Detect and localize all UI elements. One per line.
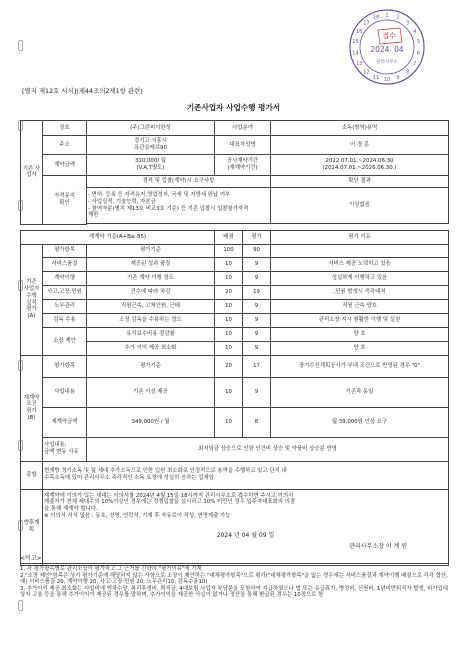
change-reason-value: 최저임금 상승으로 인한 인건비 상승 및 약품비 상승분 반영: [87, 437, 449, 461]
period-value-sub: (2024.07.01.~2026.06.30.): [322, 165, 397, 171]
b-total-reason: 장기수선계획공사가 부대 조건으로 반영된 경우 "0": [271, 355, 449, 377]
opinion-label: 종합: [21, 461, 43, 489]
qualification-label-2: 확인: [59, 199, 70, 206]
future-line: 제출자가 전체 세대수의 10%이상인 경우에는 경쟁입찰을 실시하고 10% 미만인 경우 입주자대표회의 의결: [44, 499, 296, 506]
row-grade: 9: [243, 327, 271, 341]
future-line: ※ 이의서 서식 없음 : 동호, 성명, 연락처, 기재 후 자유로이 작성, 연명제출 가능: [44, 512, 231, 519]
section-a-line: 실적: [26, 299, 37, 306]
amount-vat: (V.A.T별도): [136, 165, 165, 171]
change-reason-label-1: 사업내용,: [44, 442, 67, 449]
a-total-reason: [271, 244, 449, 257]
qualification-label-1: 자격유지: [54, 193, 75, 199]
amount-main: 310,000/ 월: [134, 158, 167, 165]
row-reason: 서비스 제공 노력하고 있음: [271, 257, 449, 271]
table-row: [21, 299, 449, 313]
proposal-label: 소장 제안: [43, 327, 87, 355]
b-total-grade: 17: [243, 355, 271, 377]
stamp-org: 관리사무소: [376, 60, 398, 65]
business-label: 사업분야: [215, 121, 271, 136]
row-standard: 349,000원 / 월: [87, 407, 215, 437]
stamp-ring-digit: 17: [363, 20, 370, 27]
signature-date: 2024 년 04 월 09 일: [216, 531, 275, 539]
row-grade: 9: [243, 271, 271, 285]
row-reason: 양 호: [271, 327, 449, 341]
stamp-ring-digit: 6: [416, 50, 421, 57]
requirement-1: - 면허· 등록 등 자격유지,영업정지, 국세 및 지방세 완납 여부: [88, 192, 231, 198]
row-score: 10: [215, 271, 243, 285]
table-row: [21, 327, 449, 341]
opinion-line: 수목소독에 있어 관리사무소 측각적인 소독 요청에 성실히 응하는 업체임.: [44, 475, 216, 481]
row-standard: 기존 계약 이행 정도: [87, 271, 215, 285]
document-title: 기존사업자 사업수행 평가서: [186, 103, 281, 112]
opinion-line: 현재방 정기소독 및 월 세대 추가소독으로 인한 입원 최소화로 안정적으로 용역을 수행하고 있고 단지 내: [44, 468, 287, 475]
row-category: 감독 수용: [43, 313, 87, 327]
note-1: 1. 각 평가항목별로 관리소장이 평가하고 그 근거를 간략히 "평가이유"에 기재: [20, 566, 202, 573]
section-a-line: 기존: [26, 279, 37, 286]
row-category: 재계약금액: [43, 407, 87, 437]
row-score: 10: [215, 327, 243, 341]
table-row: [21, 377, 449, 407]
row-standard: 유지보수비용 절감률: [87, 327, 215, 341]
amount-value: [87, 155, 215, 176]
future-label: 향후계획: [21, 489, 43, 565]
row-score: 10: [215, 341, 243, 355]
section-b-label: [21, 355, 43, 461]
b-standard-header: 평가기준: [87, 355, 215, 377]
section-a-line: 사업자: [23, 286, 40, 292]
company-value: (주)그린피이한성: [87, 121, 215, 136]
table-row: [21, 313, 449, 327]
section-a-label: [21, 244, 43, 355]
requirements-header: 결격 및 입찰(계약)시 요구사항: [87, 176, 271, 188]
stamp-ring-digit: 9: [396, 74, 400, 81]
rep-value: 이 경 훈: [271, 136, 449, 155]
stamp-ring-digit: 12: [363, 69, 370, 76]
period-label: [215, 155, 271, 176]
address-value: [87, 136, 215, 155]
requirements-list: [87, 188, 271, 224]
stamp-ring-digit: 5: [416, 39, 421, 46]
amount-label: 계약금액: [43, 155, 87, 176]
stamp-received: 접수: [382, 32, 396, 40]
note-2: 2."소장 제안"항목은 상기 평가기준에 해당되지 않는 사항으로 소장이 제안하는 "대체평가항목"으로 평가("대체평가항목"을 없는 경우에는 서비스품질과 계약이행 배점으로 각각 합산, 예) 서비스품질 20, 계약이행 20, 사고·고장·민원 20, 노무관리10, 감독수용10): [20, 572, 448, 586]
a-total-score: 100: [215, 244, 243, 257]
section-label-existing: 기존 사업자: [21, 121, 43, 225]
row-reason: 월 39,000원 인상 요구: [271, 407, 449, 437]
change-reason-label-2: 금액 변동 사유: [44, 449, 79, 455]
criteria-label: 재계약 기준(A+B≥ 85): [21, 230, 215, 244]
form-number: [별지 제12호 서식](제44조의2제1항 관련): [22, 87, 143, 95]
section-b-line: 재계약: [23, 394, 40, 401]
row-standard: 제공된 성과 품질: [87, 257, 215, 271]
row-reason: ,민원 발생시 즉각대처: [271, 285, 449, 299]
row-category: 사업내용: [43, 377, 87, 407]
period-value-main: 2022.07.01.~2024.06.30: [325, 158, 394, 165]
future-line: 을 통해 재계약 할니다.: [44, 506, 98, 512]
reason-header: 평가 이유: [271, 230, 449, 244]
note-3: 3. 추가이익 제공 최소화는 사업비에 엔차수당, 복리후생비, 퇴직금, 4대보험 사업자 부담분을 포함하여 지급하였으나 법 또는 유급휴가, 병정비, 신원비, 1년미만퇴직자 발생, 비가입대상자 고용 등을 통해 추가이익이 제공된 경우를 말하며, 추가이익을 제공한 사실이 없거나 정산을 통해 환급된 경우는 10점으로 함: [20, 585, 448, 599]
evaluation-form: [20, 120, 449, 566]
requirement-2: - 사업실적, 기술능력, 자본금: [88, 198, 156, 205]
row-standard: 건수에 따라 차감: [87, 285, 215, 299]
stamp-date: 2024. 04: [370, 45, 404, 54]
section-a-line: 수행: [26, 292, 37, 299]
stamp-ring-digit: 18: [372, 14, 380, 21]
stamp-ring-digit: 10: [383, 76, 391, 83]
received-stamp: [348, 8, 426, 86]
table-row: [21, 271, 449, 285]
row-score: 10: [215, 407, 243, 437]
qualification-result: 이상없음: [271, 188, 449, 224]
section-b-line: (B): [27, 414, 36, 421]
row-category: 서비스품질: [43, 257, 87, 271]
stamp-ring-digit: 16: [356, 28, 363, 35]
row-category: 노무관리: [43, 299, 87, 313]
row-score: 10: [215, 257, 243, 271]
table-row: [21, 407, 449, 437]
row-grade: 9: [243, 299, 271, 313]
address-line-2: 욕관을레로90: [134, 145, 167, 151]
row-grade: 9: [243, 257, 271, 271]
b-total-score: 20: [215, 355, 243, 377]
grade-header: 평가: [243, 230, 271, 244]
section-a-line: 평가: [26, 306, 37, 313]
a-total-grade: 90: [243, 244, 271, 257]
row-reason: 성실하게 이행하고 있음: [271, 271, 449, 285]
section-b-line: 조건: [26, 401, 37, 408]
row-reason: 기존과 동일: [271, 377, 449, 407]
future-text: [43, 489, 449, 565]
row-category: 계약이행: [43, 271, 87, 285]
period-label-main: 공사계약기간: [226, 158, 259, 165]
row-reason: 양 호: [271, 341, 449, 355]
stamp-ring-digit: 14: [352, 50, 359, 57]
stamp-ring-digit: 15: [352, 39, 359, 46]
qualification-label: [43, 176, 87, 225]
row-grade: 19: [243, 285, 271, 299]
company-label: 상호: [43, 121, 87, 136]
table-row: [21, 257, 449, 271]
signature-name: 관리사무소장 이 계 원: [349, 543, 408, 550]
row-score: 10: [215, 313, 243, 327]
notes-title: <비고>: [20, 555, 42, 562]
row-reason: 관리소장 지시 원활한 이행 및 실천: [271, 313, 449, 327]
stamp-ring-digit: 2: [396, 14, 400, 21]
stamp-ring-digit: 3: [405, 20, 410, 27]
period-value: [271, 155, 449, 176]
rep-label: 대표자성명: [215, 136, 271, 155]
row-score: 20: [215, 285, 243, 299]
confirm-header: 확인 결과: [271, 176, 449, 188]
section-a-line: (A): [27, 313, 36, 319]
address-line-1: 경기고 시흥시: [134, 138, 167, 145]
section-b-line: 평가: [26, 408, 37, 414]
stamp-ring-digit: 11: [372, 74, 380, 81]
period-label-sub: (재계약기간): [227, 165, 258, 171]
table-row: [21, 285, 449, 299]
row-reason: 직원 근속 양호: [271, 299, 449, 313]
row-grade: 8: [243, 407, 271, 437]
row-grade: 9: [243, 377, 271, 407]
row-grade: 9: [243, 341, 271, 355]
score-header: 배점: [215, 230, 243, 244]
business-value: 소독(방역)용역: [271, 121, 449, 136]
row-standard: 직원근속, 고체인원, 근태: [87, 299, 215, 313]
notes: [20, 555, 448, 599]
requirement-3: - 참여자분(별지 제13호 비교3호 기준) 등 기존 입찰시 입찰참가자격: [88, 205, 249, 212]
stamp-ring-digit: 7: [413, 60, 417, 67]
row-standard: 기존 이상 제공: [87, 377, 215, 407]
stamp-ring-digit: 1: [385, 12, 389, 19]
future-line: 재계약에 이의가 있는 세대는 이의서를 2024년 4월 15일 18시까지 관리사무소로 접수하면 주시고 이의서: [44, 492, 294, 499]
requirement-4: 제한: [88, 212, 99, 219]
address-label: 주소: [43, 136, 87, 155]
a-standard-header: 평가기준: [87, 244, 215, 257]
row-category: 사고,고장,민원: [43, 285, 87, 299]
stamp-ring-digit: 13: [356, 60, 363, 67]
stamp-ring-digit: 4: [413, 28, 417, 35]
row-score: 10: [215, 299, 243, 313]
stamp-ring-digit: 8: [405, 69, 410, 76]
row-standard: 소장 감독을 수용하는 정도: [87, 313, 215, 327]
row-score: 10: [215, 377, 243, 407]
a-item-header: 평가항목: [43, 244, 87, 257]
row-standard: 추가 이익 제공 최소화: [87, 341, 215, 355]
row-grade: 9: [243, 313, 271, 327]
change-reason-label: [43, 437, 87, 461]
opinion-text: [43, 461, 449, 489]
b-item-header: 평가항목: [43, 355, 87, 377]
